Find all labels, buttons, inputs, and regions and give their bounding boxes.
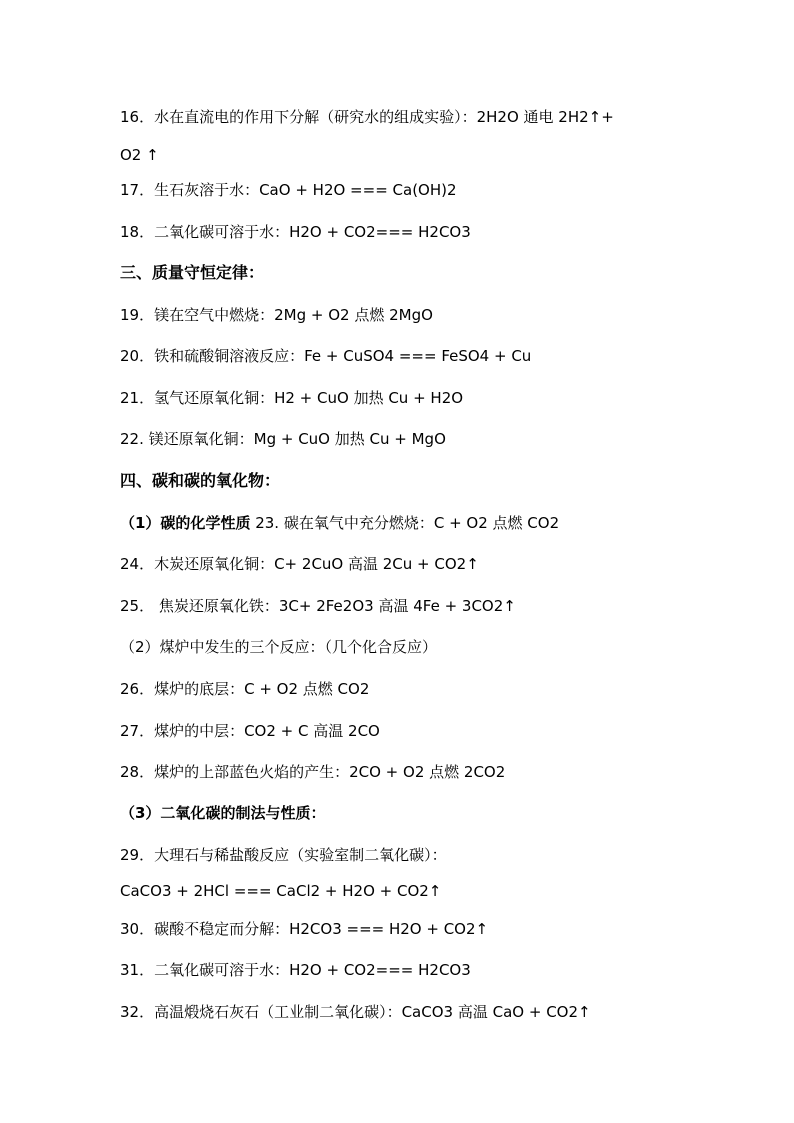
equation-31: 31．二氧化碳可溶于水：H2O + CO2=== H2CO3 [120,961,471,979]
equation-28: 28．煤炉的上部蓝色火焰的产生：2CO + O2 点燃 2CO2 [120,763,506,781]
equation-29-formula: CaCO3 + 2HCl === CaCl2 + H2O + CO2↑ [120,882,442,900]
equation-23 [120,513,754,533]
equation-16-continuation: O2 ↑ [120,146,159,164]
equation-24: 24．木炭还原氧化铜：C+ 2CuO 高温 2Cu + CO2↑ [120,555,479,573]
equation-25: 25． 焦炭还原氧化铁：3C+ 2Fe2O3 高温 4Fe + 3CO2↑ [120,597,516,615]
equation-30: 30．碳酸不稳定而分解：H2CO3 === H2O + CO2↑ [120,920,489,938]
equation-23-text: 23. 碳在氧气中充分燃烧：C + O2 点燃 CO2 [250,514,560,532]
subsection-carbon-chemical-properties: （1）碳的化学性质 [120,514,251,532]
equation-29: 29．大理石与稀盐酸反应（实验室制二氧化碳）： [120,846,447,864]
equation-16: 16．水在直流电的作用下分解（研究水的组成实验）：2H2O 通电 2H2↑+ [120,108,614,126]
equation-21: 21．氢气还原氧化铜：H2 + CuO 加热 Cu + H2O [120,389,464,407]
section-heading-carbon-oxides: 四、碳和碳的氧化物： [120,471,281,490]
equation-26: 26．煤炉的底层：C + O2 点燃 CO2 [120,680,370,698]
section-heading-mass-conservation: 三、质量守恒定律： [120,263,265,282]
equation-32: 32．高温煅烧石灰石（工业制二氧化碳）：CaCO3 高温 CaO + CO2↑ [120,1003,591,1021]
equation-18: 18．二氧化碳可溶于水：H2O + CO2=== H2CO3 [120,223,471,241]
equation-22: 22. 镁还原氧化铜：Mg + CuO 加热 Cu + MgO [120,430,446,448]
equation-27: 27．煤炉的中层：CO2 + C 高温 2CO [120,722,380,740]
equation-20: 20．铁和硫酸铜溶液反应：Fe + CuSO4 === FeSO4 + Cu [120,347,532,365]
subsection-coal-stove: （2）煤炉中发生的三个反应：（几个化合反应） [120,638,438,656]
equation-19: 19．镁在空气中燃烧：2Mg + O2 点燃 2MgO [120,306,433,324]
equation-17: 17．生石灰溶于水：CaO + H2O === Ca(OH)2 [120,181,457,199]
subsection-co2-preparation: （3）二氧化碳的制法与性质： [120,804,326,822]
